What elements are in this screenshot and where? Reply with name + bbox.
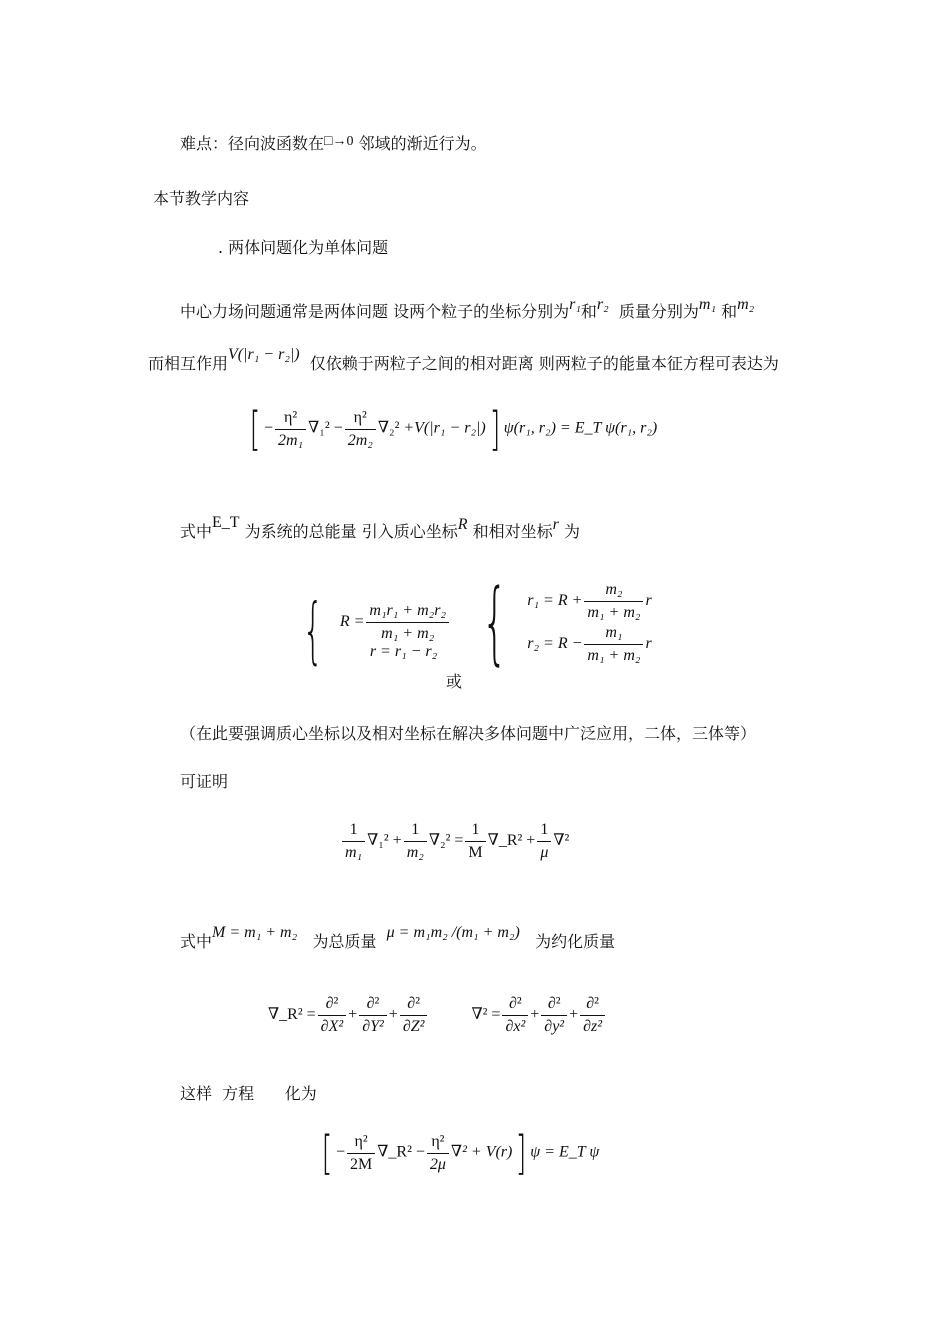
term: ∇_R² +	[487, 832, 536, 850]
numerator: ∂²	[502, 994, 528, 1016]
fraction	[584, 623, 643, 666]
fraction	[342, 820, 365, 863]
denominator: 2μ	[429, 1155, 446, 1173]
tail: r	[645, 635, 652, 653]
section-title: 本节教学内容	[153, 189, 250, 208]
text: 和相对坐标	[472, 522, 553, 541]
lhs: R =	[339, 612, 365, 630]
denominator: m₁ + m₂	[587, 647, 641, 664]
fraction	[537, 820, 551, 863]
term: ∇² + V(r)	[450, 1143, 513, 1161]
text: 质量分别为	[618, 302, 699, 321]
paragraph-particles	[180, 296, 755, 323]
potential-symbol: V(|r₁ − r₂|)	[228, 346, 300, 363]
denominator: m₁ + m₂	[381, 624, 435, 642]
fraction	[366, 601, 449, 644]
numerator: 1	[342, 820, 365, 842]
numerator: ∂²	[318, 994, 346, 1016]
limit-symbol: □→0	[324, 134, 354, 149]
fraction	[400, 994, 428, 1037]
text: 中心力场问题通常是两体问题 设两个粒子的坐标分别为	[180, 302, 570, 321]
m2-symbol: m₂	[737, 296, 755, 313]
equation-rhs: ψ = E_T ψ	[530, 1143, 600, 1161]
numerator: ∂²	[400, 994, 428, 1016]
equation-laplacian-identity	[340, 820, 569, 863]
numerator: η²	[345, 408, 376, 430]
fraction	[584, 580, 643, 623]
right-bracket: ]	[515, 1126, 527, 1180]
text: 和	[580, 302, 597, 321]
total-energy-symbol: E_T	[212, 514, 240, 531]
fraction	[580, 994, 605, 1037]
text: 式中	[180, 932, 213, 951]
r1-definition	[527, 580, 651, 623]
numerator: 1	[404, 820, 427, 842]
paragraph-interaction	[148, 346, 779, 375]
left-brace: {	[481, 570, 508, 675]
text: 为总质量	[312, 932, 377, 951]
fraction	[275, 408, 306, 451]
fraction	[345, 408, 376, 451]
text: 仅依赖于两粒子之间的相对距离 则两粒子的能量本征方程可表达为	[309, 354, 779, 373]
equation-stack	[527, 580, 651, 666]
text: 为	[563, 522, 580, 541]
fraction	[318, 994, 346, 1037]
fraction	[347, 1132, 375, 1175]
reduced-mass-formula: μ = m₁m₂ /(m₁ + m₂)	[386, 924, 520, 941]
tail: r	[645, 592, 652, 610]
r1-symbol: r₁	[569, 296, 581, 313]
denominator: 2m₁	[277, 431, 304, 449]
denominator: ∂X²	[320, 1018, 344, 1035]
subsection-title: . 两体问题化为单体问题	[218, 238, 389, 257]
lhs: r₁ = R +	[527, 592, 583, 610]
denominator: ∂z²	[583, 1018, 603, 1035]
fraction	[465, 820, 485, 863]
equation-center-of-mass	[290, 588, 451, 672]
r2-symbol: r₂	[596, 296, 609, 313]
equation-two-body	[246, 402, 658, 456]
minus: −	[333, 419, 343, 437]
numerator: 1	[537, 820, 551, 842]
paragraph-coordinates	[180, 514, 580, 543]
numerator: η²	[347, 1132, 375, 1154]
laplacian-2: ∇₂²	[377, 419, 400, 437]
text: 而相互作用	[148, 354, 229, 373]
term: ∇_R² −	[377, 1143, 425, 1161]
fraction	[427, 1132, 449, 1175]
denominator: 2m₂	[347, 431, 373, 449]
minus: −	[335, 1143, 345, 1161]
fraction	[359, 994, 387, 1037]
equation-reduced	[318, 1126, 600, 1180]
denominator: m₁ + m₂	[587, 604, 641, 621]
R-definition	[340, 601, 451, 644]
denominator: ∂x²	[505, 1018, 526, 1035]
denominator: ∂Y²	[362, 1018, 384, 1035]
paragraph-mass-definitions	[180, 924, 616, 953]
term: ∇²	[553, 832, 570, 850]
left-bracket: [	[321, 1126, 333, 1180]
left-bracket: [	[249, 402, 261, 456]
text: 为系统的总能量 引入质心坐标	[244, 522, 458, 541]
numerator: m₁r₁ + m₂r₂	[366, 601, 449, 623]
emphasis-note: （在此要强调质心坐标以及相对坐标在解决多体问题中广泛应用，二体，三体等）	[180, 724, 757, 743]
numerator: η²	[427, 1132, 449, 1154]
or-label: 或	[446, 672, 463, 691]
potential-term: +V(|r₁ − r₂|)	[403, 419, 486, 437]
minus: −	[263, 419, 273, 437]
denominator: m₂	[406, 844, 424, 861]
left-brace: {	[302, 588, 324, 672]
plus: +	[530, 1006, 540, 1024]
equation-stack	[340, 601, 451, 660]
text: 和	[721, 302, 738, 321]
fraction	[541, 994, 567, 1037]
numerator: 1	[465, 820, 485, 842]
denominator: m₁	[345, 844, 363, 861]
fraction	[404, 820, 427, 863]
plus: +	[569, 1006, 579, 1024]
difficulty-line	[180, 134, 487, 156]
paragraph-transform: 这样 方程 化为	[180, 1084, 317, 1103]
denominator: M	[468, 844, 483, 861]
equation-inverse-coordinates	[466, 570, 652, 675]
denominator: 2M	[349, 1155, 373, 1173]
numerator: m₂	[584, 580, 643, 602]
m1-symbol: m₁	[698, 296, 717, 313]
right-bracket: ]	[489, 402, 501, 456]
total-mass-formula: M = m₁ + m₂	[212, 924, 298, 941]
plus: +	[348, 1006, 358, 1024]
term: ∇₂² =	[428, 832, 464, 850]
numerator: ∂²	[541, 994, 567, 1016]
r-definition: r = r₁ − r₂	[369, 642, 438, 660]
difficulty-rest: 邻域的渐近行为。	[358, 134, 487, 153]
difficulty-label: 难点：径向波函数在	[180, 134, 325, 153]
fraction	[502, 994, 528, 1037]
numerator: η²	[275, 408, 306, 430]
text: 为约化质量	[535, 932, 616, 951]
term: ∇₁² +	[367, 832, 402, 850]
denominator: ∂y²	[544, 1018, 565, 1035]
plus: +	[388, 1006, 398, 1024]
numerator: ∂²	[580, 994, 605, 1016]
denominator: μ	[540, 844, 549, 861]
R-symbol: R	[457, 516, 468, 533]
lhs: r₂ = R −	[527, 635, 583, 653]
denominator: ∂Z²	[402, 1018, 425, 1035]
equation-rhs: ψ(r₁, r₂) = E_T ψ(r₁, r₂)	[503, 419, 658, 437]
lhs: ∇² =	[471, 1006, 501, 1024]
proof-label: 可证明	[180, 772, 229, 791]
equation-laplacian-definitions	[268, 994, 607, 1037]
r2-definition	[527, 623, 651, 666]
numerator: ∂²	[359, 994, 387, 1016]
lhs: ∇_R² =	[268, 1006, 316, 1024]
laplacian-1: ∇₁²	[308, 419, 330, 437]
text: 式中	[180, 522, 213, 541]
numerator: m₁	[584, 623, 643, 645]
r-symbol: r	[552, 516, 559, 533]
